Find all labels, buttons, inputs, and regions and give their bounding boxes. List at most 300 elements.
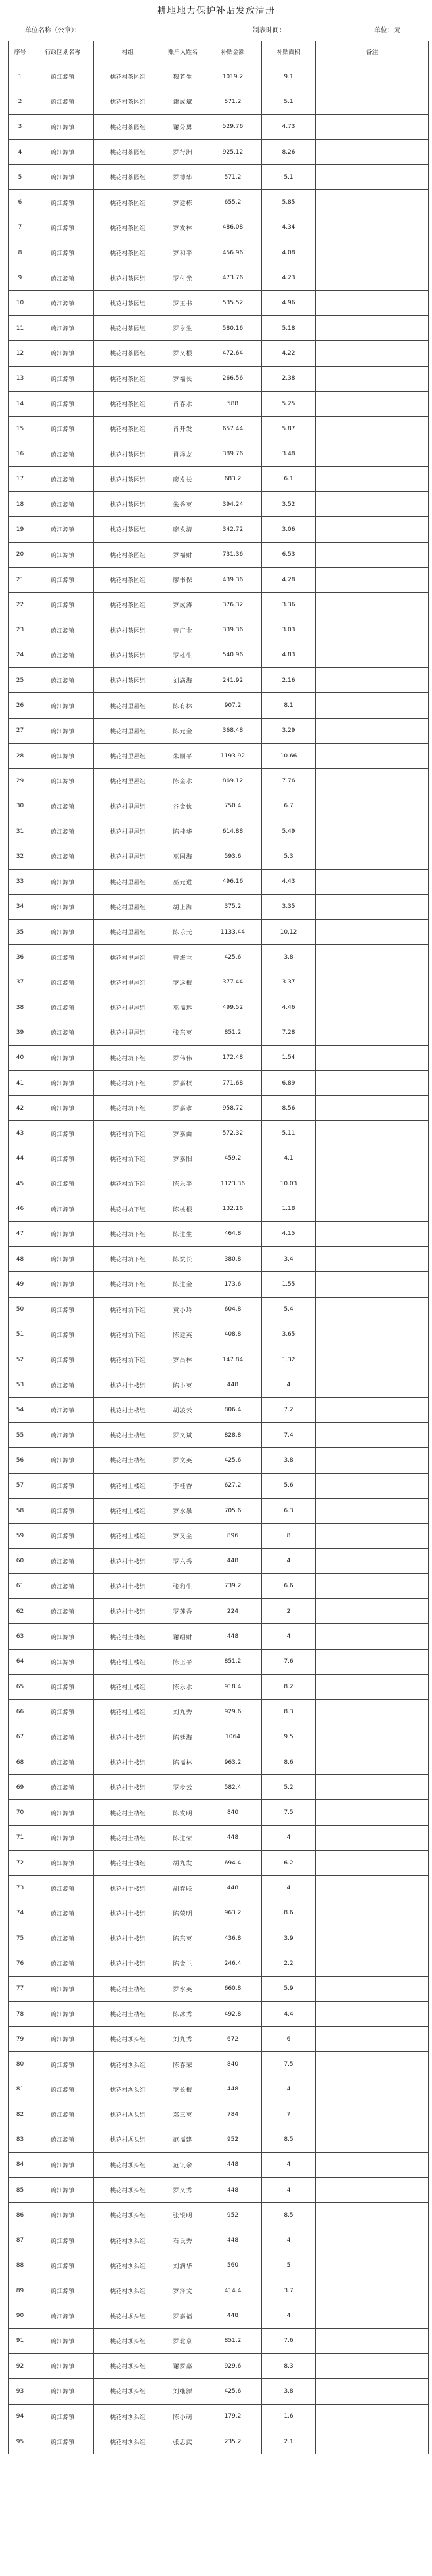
cell-district: 蔚江源镇	[32, 1070, 94, 1095]
cell-seq: 4	[9, 139, 32, 164]
cell-subsidy-area: 7.6	[262, 1649, 316, 1674]
cell-subsidy-area: 4	[262, 1624, 316, 1649]
cell-account-holder: 陈春荣	[162, 2052, 204, 2077]
cell-remarks	[316, 1649, 429, 1674]
cell-subsidy-area: 9.1	[262, 64, 316, 89]
cell-account-holder: 罗德华	[162, 165, 204, 190]
table-header-row	[9, 41, 429, 64]
cell-subsidy-amount: 235.2	[204, 2429, 262, 2454]
table-row	[9, 1246, 429, 1271]
table-row	[9, 215, 429, 240]
cell-subsidy-area: 8.26	[262, 139, 316, 164]
cell-seq: 28	[9, 744, 32, 769]
cell-account-holder: 罗福财	[162, 542, 204, 567]
cell-district: 蔚江源镇	[32, 1498, 94, 1523]
cell-seq: 39	[9, 1020, 32, 1045]
cell-account-holder: 罗福长	[162, 366, 204, 391]
cell-remarks	[316, 1221, 429, 1246]
cell-remarks	[316, 1347, 429, 1372]
cell-district: 蔚江源镇	[32, 1272, 94, 1297]
cell-remarks	[316, 1171, 429, 1196]
cell-district: 蔚江源镇	[32, 2278, 94, 2303]
cell-village-group: 桃花村茶园组	[94, 492, 162, 517]
cell-seq: 87	[9, 2228, 32, 2253]
cell-seq: 21	[9, 567, 32, 592]
cell-subsidy-area: 5.4	[262, 1297, 316, 1322]
cell-remarks	[316, 1675, 429, 1700]
cell-village-group: 桃花村土楼组	[94, 2001, 162, 2026]
cell-subsidy-amount: 414.4	[204, 2278, 262, 2303]
cell-remarks	[316, 1599, 429, 1624]
cell-seq: 60	[9, 1548, 32, 1573]
cell-subsidy-amount: 952	[204, 2127, 262, 2152]
cell-district: 蔚江源镇	[32, 1221, 94, 1246]
table-row	[9, 1322, 429, 1347]
cell-remarks	[316, 945, 429, 970]
cell-seq: 54	[9, 1397, 32, 1422]
cell-seq: 9	[9, 265, 32, 290]
page-title: 耕地地力保护补贴发放清册	[157, 6, 275, 16]
cell-seq: 30	[9, 794, 32, 819]
cell-district: 蔚江源镇	[32, 1926, 94, 1951]
cell-village-group: 桃花村坑下组	[94, 1322, 162, 1347]
cell-account-holder: 陈东英	[162, 1926, 204, 1951]
cell-remarks	[316, 1397, 429, 1422]
cell-seq: 74	[9, 1901, 32, 1926]
table-row	[9, 567, 429, 592]
cell-account-holder: 谢分勇	[162, 114, 204, 139]
cell-village-group: 桃花村坑下组	[94, 1096, 162, 1121]
subsidy-table	[8, 41, 429, 2454]
cell-subsidy-area: 4	[262, 2303, 316, 2328]
cell-subsidy-area: 8.56	[262, 1096, 316, 1121]
cell-subsidy-amount: 560	[204, 2253, 262, 2278]
cell-subsidy-amount: 456.96	[204, 240, 262, 265]
cell-remarks	[316, 618, 429, 643]
cell-district: 蔚江源镇	[32, 995, 94, 1020]
cell-subsidy-amount: 580.16	[204, 315, 262, 340]
cell-remarks	[316, 995, 429, 1020]
cell-remarks	[316, 2203, 429, 2228]
table-row	[9, 1297, 429, 1322]
cell-subsidy-area: 4.46	[262, 995, 316, 1020]
cell-account-holder: 罗文英	[162, 1448, 204, 1473]
cell-account-holder: 陈建英	[162, 1322, 204, 1347]
cell-subsidy-amount: 389.76	[204, 441, 262, 466]
cell-subsidy-amount: 448	[204, 1548, 262, 1573]
cell-subsidy-area: 5.18	[262, 315, 316, 340]
cell-village-group: 桃花村土楼组	[94, 1901, 162, 1926]
cell-subsidy-area: 7.4	[262, 1423, 316, 1448]
cell-village-group: 桃花村茶园组	[94, 290, 162, 315]
cell-account-holder: 李桂香	[162, 1473, 204, 1498]
cell-seq: 6	[9, 190, 32, 215]
cell-account-holder: 陈进生	[162, 1221, 204, 1246]
cell-account-holder: 魏若生	[162, 64, 204, 89]
cell-seq: 67	[9, 1725, 32, 1750]
cell-remarks	[316, 190, 429, 215]
cell-seq: 95	[9, 2429, 32, 2454]
table-row	[9, 64, 429, 89]
cell-seq: 53	[9, 1372, 32, 1397]
cell-subsidy-area: 4.34	[262, 215, 316, 240]
cell-district: 蔚江源镇	[32, 441, 94, 466]
table-row	[9, 1548, 429, 1573]
cell-subsidy-amount: 375.2	[204, 894, 262, 919]
cell-subsidy-area: 3.9	[262, 1926, 316, 1951]
cell-subsidy-area: 3.7	[262, 2278, 316, 2303]
cell-account-holder: 邓三英	[162, 2102, 204, 2127]
cell-subsidy-area: 8.3	[262, 1700, 316, 1725]
cell-remarks	[316, 1775, 429, 1800]
cell-subsidy-amount: 496.16	[204, 869, 262, 894]
cell-subsidy-amount: 436.8	[204, 1926, 262, 1951]
cell-subsidy-area: 1.54	[262, 1045, 316, 1070]
cell-remarks	[316, 2027, 429, 2052]
cell-district: 蔚江源镇	[32, 190, 94, 215]
cell-district: 蔚江源镇	[32, 1297, 94, 1322]
cell-subsidy-area: 4.22	[262, 341, 316, 366]
cell-seq: 7	[9, 215, 32, 240]
cell-village-group: 桃花村茶园组	[94, 366, 162, 391]
table-row	[9, 1372, 429, 1397]
cell-village-group: 桃花村坝头组	[94, 2203, 162, 2228]
cell-remarks	[316, 1020, 429, 1045]
cell-district: 蔚江源镇	[32, 920, 94, 945]
cell-account-holder: 罗昌林	[162, 1347, 204, 1372]
cell-district: 蔚江源镇	[32, 265, 94, 290]
cell-seq: 91	[9, 2328, 32, 2353]
table-row	[9, 643, 429, 667]
cell-account-holder: 巫福远	[162, 995, 204, 1020]
cell-subsidy-amount: 179.2	[204, 2404, 262, 2429]
cell-account-holder: 陈冰秀	[162, 2001, 204, 2026]
cell-seq: 2	[9, 89, 32, 114]
table-row	[9, 89, 429, 114]
cell-district: 蔚江源镇	[32, 1171, 94, 1196]
cell-district: 蔚江源镇	[32, 517, 94, 542]
cell-account-holder: 刘继源	[162, 2379, 204, 2404]
header-village-group: 村组	[94, 41, 162, 64]
cell-subsidy-amount: 368.48	[204, 718, 262, 743]
table-row	[9, 1926, 429, 1951]
table-row	[9, 1196, 429, 1221]
cell-subsidy-amount: 224	[204, 1599, 262, 1624]
cell-remarks	[316, 366, 429, 391]
cell-district: 蔚江源镇	[32, 643, 94, 667]
cell-seq: 93	[9, 2379, 32, 2404]
cell-village-group: 桃花村坝头组	[94, 2278, 162, 2303]
header-subsidy-area: 补贴面积	[262, 41, 316, 64]
cell-seq: 86	[9, 2203, 32, 2228]
cell-remarks	[316, 165, 429, 190]
cell-remarks	[316, 2102, 429, 2127]
cell-district: 蔚江源镇	[32, 2152, 94, 2177]
cell-remarks	[316, 794, 429, 819]
cell-subsidy-area: 1.55	[262, 1272, 316, 1297]
cell-subsidy-area: 7.2	[262, 1397, 316, 1422]
cell-remarks	[316, 1423, 429, 1448]
table-row	[9, 1951, 429, 1976]
cell-village-group: 桃花村坝头组	[94, 2052, 162, 2077]
cell-subsidy-area: 6.1	[262, 466, 316, 491]
table-row	[9, 240, 429, 265]
cell-account-holder: 罗远根	[162, 970, 204, 995]
cell-subsidy-amount: 572.32	[204, 1121, 262, 1146]
cell-remarks	[316, 2328, 429, 2353]
cell-remarks	[316, 215, 429, 240]
cell-seq: 8	[9, 240, 32, 265]
cell-district: 蔚江源镇	[32, 1624, 94, 1649]
table-row	[9, 668, 429, 693]
cell-subsidy-amount: 448	[204, 2077, 262, 2102]
cell-account-holder: 罗嘉权	[162, 1070, 204, 1095]
cell-seq: 72	[9, 1851, 32, 1876]
cell-seq: 88	[9, 2253, 32, 2278]
cell-subsidy-amount: 499.52	[204, 995, 262, 1020]
cell-district: 蔚江源镇	[32, 1599, 94, 1624]
cell-village-group: 桃花村土楼组	[94, 1423, 162, 1448]
cell-village-group: 桃花村土楼组	[94, 1976, 162, 2001]
cell-village-group: 桃花村里屋组	[94, 819, 162, 844]
cell-village-group: 桃花村土楼组	[94, 1473, 162, 1498]
table-row	[9, 1800, 429, 1825]
cell-subsidy-area: 8.5	[262, 2127, 316, 2152]
cell-district: 蔚江源镇	[32, 215, 94, 240]
cell-subsidy-amount: 173.6	[204, 1272, 262, 1297]
cell-remarks	[316, 2177, 429, 2202]
cell-subsidy-amount: 448	[204, 2152, 262, 2177]
cell-district: 蔚江源镇	[32, 1901, 94, 1926]
cell-subsidy-amount: 132.16	[204, 1196, 262, 1221]
cell-village-group: 桃花村坝头组	[94, 2404, 162, 2429]
cell-village-group: 桃花村茶园组	[94, 643, 162, 667]
cell-district: 蔚江源镇	[32, 794, 94, 819]
cell-seq: 90	[9, 2303, 32, 2328]
cell-subsidy-amount: 896	[204, 1524, 262, 1548]
cell-subsidy-amount: 963.2	[204, 1750, 262, 1774]
cell-seq: 68	[9, 1750, 32, 1774]
cell-subsidy-area: 6.3	[262, 1498, 316, 1523]
cell-subsidy-amount: 869.12	[204, 769, 262, 794]
cell-subsidy-amount: 464.8	[204, 1221, 262, 1246]
cell-subsidy-amount: 529.76	[204, 114, 262, 139]
cell-subsidy-amount: 1019.2	[204, 64, 262, 89]
cell-account-holder: 廖发清	[162, 517, 204, 542]
table-row	[9, 1876, 429, 1901]
cell-seq: 31	[9, 819, 32, 844]
table-row	[9, 693, 429, 718]
cell-seq: 63	[9, 1624, 32, 1649]
cell-account-holder: 巫国海	[162, 844, 204, 869]
cell-seq: 56	[9, 1448, 32, 1473]
cell-account-holder: 廖书保	[162, 567, 204, 592]
cell-subsidy-area: 4.1	[262, 1146, 316, 1171]
table-row	[9, 794, 429, 819]
cell-subsidy-amount: 851.2	[204, 1020, 262, 1045]
cell-village-group: 桃花村茶园组	[94, 240, 162, 265]
cell-village-group: 桃花村土楼组	[94, 1448, 162, 1473]
cell-remarks	[316, 1901, 429, 1926]
cell-remarks	[316, 894, 429, 919]
cell-subsidy-area: 2.38	[262, 366, 316, 391]
table-row	[9, 2404, 429, 2429]
cell-subsidy-area: 3.29	[262, 718, 316, 743]
cell-subsidy-amount: 604.8	[204, 1297, 262, 1322]
cell-village-group: 桃花村茶园组	[94, 89, 162, 114]
cell-subsidy-area: 6.7	[262, 794, 316, 819]
unit-name-label: 单位名称（公章）：	[25, 27, 81, 34]
cell-seq: 85	[9, 2177, 32, 2202]
table-row	[9, 1624, 429, 1649]
cell-account-holder: 陈进荣	[162, 1825, 204, 1850]
currency-unit-label: 单位：元	[374, 27, 400, 34]
cell-village-group: 桃花村茶园组	[94, 139, 162, 164]
cell-account-holder: 谢罗嘉	[162, 2354, 204, 2379]
cell-subsidy-amount: 958.72	[204, 1096, 262, 1121]
cell-village-group: 桃花村坑下组	[94, 1070, 162, 1095]
cell-village-group: 桃花村坝头组	[94, 2102, 162, 2127]
cell-district: 蔚江源镇	[32, 593, 94, 618]
date-label: 制表时间：	[253, 27, 286, 34]
table-row	[9, 2077, 429, 2102]
cell-remarks	[316, 240, 429, 265]
cell-subsidy-area: 3.36	[262, 593, 316, 618]
cell-remarks	[316, 1825, 429, 1850]
table-row	[9, 718, 429, 743]
cell-subsidy-amount: 655.2	[204, 190, 262, 215]
cell-subsidy-area: 3.37	[262, 970, 316, 995]
cell-district: 蔚江源镇	[32, 2001, 94, 2026]
cell-account-holder: 罗莲香	[162, 1599, 204, 1624]
cell-subsidy-amount: 448	[204, 2228, 262, 2253]
cell-subsidy-area: 5.1	[262, 165, 316, 190]
table-row	[9, 1599, 429, 1624]
cell-subsidy-amount: 472.64	[204, 341, 262, 366]
cell-subsidy-amount: 408.8	[204, 1322, 262, 1347]
cell-subsidy-amount: 448	[204, 1372, 262, 1397]
cell-village-group: 桃花村里屋组	[94, 920, 162, 945]
cell-subsidy-amount: 840	[204, 1800, 262, 1825]
cell-account-holder: 张银明	[162, 2203, 204, 2228]
cell-subsidy-area: 4.28	[262, 567, 316, 592]
cell-seq: 12	[9, 341, 32, 366]
cell-remarks	[316, 1851, 429, 1876]
table-row	[9, 1121, 429, 1146]
cell-remarks	[316, 2354, 429, 2379]
table-row	[9, 1700, 429, 1725]
table-row	[9, 2001, 429, 2026]
cell-account-holder: 刘满华	[162, 2253, 204, 2278]
table-row	[9, 441, 429, 466]
table-row	[9, 1649, 429, 1674]
cell-seq: 14	[9, 391, 32, 416]
cell-account-holder: 陈正平	[162, 1649, 204, 1674]
cell-subsidy-amount: 492.8	[204, 2001, 262, 2026]
table-row	[9, 290, 429, 315]
cell-village-group: 桃花村土楼组	[94, 1573, 162, 1598]
cell-account-holder: 罗玉书	[162, 290, 204, 315]
cell-subsidy-area: 8.5	[262, 2203, 316, 2228]
table-row	[9, 819, 429, 844]
cell-seq: 64	[9, 1649, 32, 1674]
cell-subsidy-amount: 851.2	[204, 2328, 262, 2353]
cell-subsidy-area: 2.1	[262, 2429, 316, 2454]
cell-account-holder: 罗伟伟	[162, 1045, 204, 1070]
cell-subsidy-area: 6.53	[262, 542, 316, 567]
cell-subsidy-amount: 657.44	[204, 417, 262, 441]
cell-district: 蔚江源镇	[32, 542, 94, 567]
table-row	[9, 2127, 429, 2152]
cell-village-group: 桃花村里屋组	[94, 794, 162, 819]
cell-village-group: 桃花村坑下组	[94, 1121, 162, 1146]
cell-account-holder: 范讯余	[162, 2152, 204, 2177]
cell-subsidy-area: 2.2	[262, 1951, 316, 1976]
table-row	[9, 1171, 429, 1196]
cell-account-holder: 刘九秀	[162, 1700, 204, 1725]
cell-seq: 82	[9, 2102, 32, 2127]
cell-village-group: 桃花村坝头组	[94, 2228, 162, 2253]
cell-seq: 80	[9, 2052, 32, 2077]
cell-subsidy-area: 4.15	[262, 1221, 316, 1246]
cell-account-holder: 罗发林	[162, 215, 204, 240]
cell-remarks	[316, 1272, 429, 1297]
cell-remarks	[316, 2253, 429, 2278]
cell-village-group: 桃花村里屋组	[94, 844, 162, 869]
cell-seq: 50	[9, 1297, 32, 1322]
cell-subsidy-area: 3.8	[262, 1448, 316, 1473]
cell-remarks	[316, 2052, 429, 2077]
table-row	[9, 970, 429, 995]
cell-subsidy-amount: 828.8	[204, 1423, 262, 1448]
cell-subsidy-area: 8.1	[262, 693, 316, 718]
cell-remarks	[316, 1045, 429, 1070]
cell-village-group: 桃花村里屋组	[94, 718, 162, 743]
cell-subsidy-amount: 172.48	[204, 1045, 262, 1070]
cell-account-holder: 肖开发	[162, 417, 204, 441]
cell-village-group: 桃花村坑下组	[94, 1246, 162, 1271]
cell-district: 蔚江源镇	[32, 1573, 94, 1598]
cell-remarks	[316, 2379, 429, 2404]
cell-village-group: 桃花村土楼组	[94, 1498, 162, 1523]
table-row	[9, 1272, 429, 1297]
cell-remarks	[316, 2278, 429, 2303]
cell-remarks	[316, 1725, 429, 1750]
table-row	[9, 2177, 429, 2202]
cell-village-group: 桃花村坑下组	[94, 1221, 162, 1246]
cell-seq: 43	[9, 1121, 32, 1146]
cell-subsidy-area: 3.8	[262, 2379, 316, 2404]
cell-village-group: 桃花村土楼组	[94, 1700, 162, 1725]
cell-village-group: 桃花村里屋组	[94, 894, 162, 919]
cell-account-holder: 朱秀英	[162, 492, 204, 517]
table-row	[9, 769, 429, 794]
cell-district: 蔚江源镇	[32, 2228, 94, 2253]
cell-seq: 62	[9, 1599, 32, 1624]
header-subsidy-amount: 补贴金额	[204, 41, 262, 64]
cell-remarks	[316, 920, 429, 945]
cell-district: 蔚江源镇	[32, 2379, 94, 2404]
table-row	[9, 391, 429, 416]
cell-subsidy-area: 4	[262, 2152, 316, 2177]
table-row	[9, 2278, 429, 2303]
header-seq: 序号	[9, 41, 32, 64]
cell-seq: 78	[9, 2001, 32, 2026]
cell-remarks	[316, 1196, 429, 1221]
cell-village-group: 桃花村茶园组	[94, 668, 162, 693]
cell-district: 蔚江源镇	[32, 1750, 94, 1774]
cell-seq: 65	[9, 1675, 32, 1700]
